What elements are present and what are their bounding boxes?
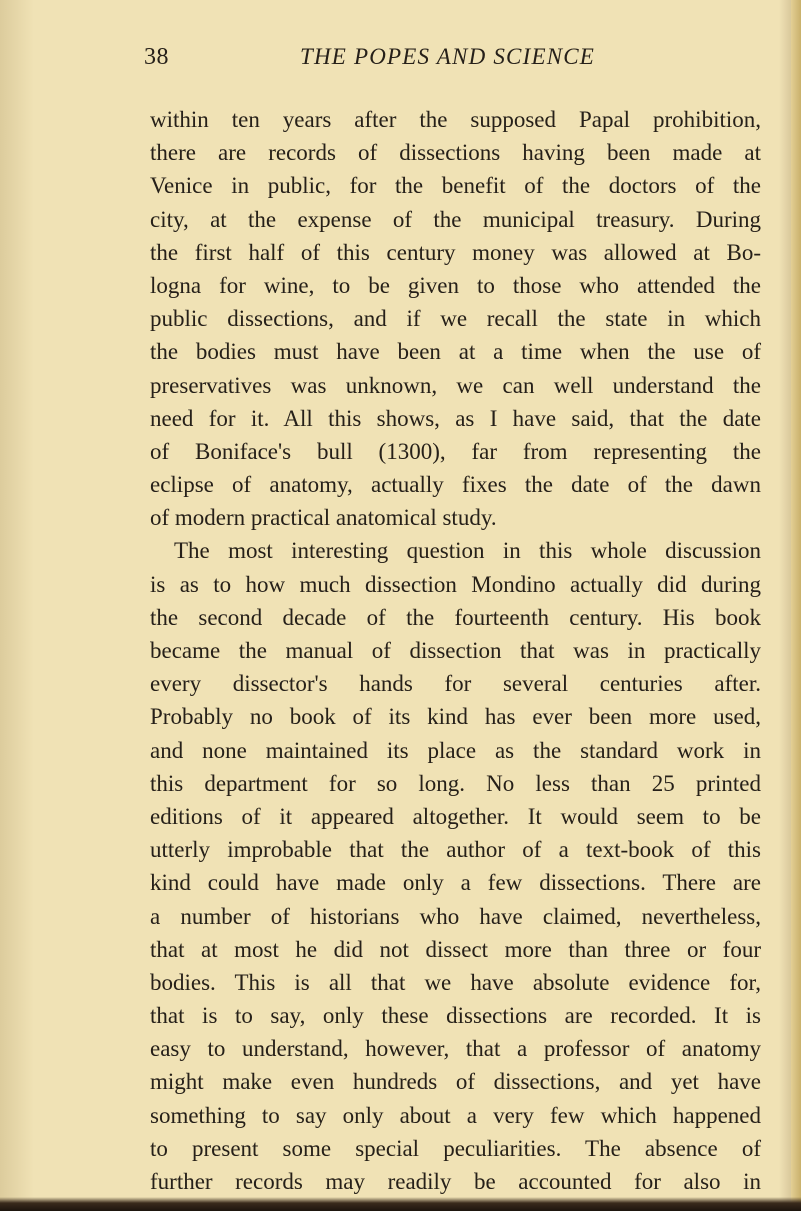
text-line: city, at the expense of the municipal treasury. During (150, 206, 761, 232)
text-line: utterly improbable that the author of a text-book of this (150, 837, 761, 863)
text-line: might make even hundreds of dissections, and yet have (150, 1069, 761, 1095)
text-line: the first half of this century money was allowed at Bo- (150, 239, 761, 265)
text-line: of Boniface's bull (1300), far from representing the (150, 438, 761, 464)
text-line: this department for so long. No less than 25 printed (150, 770, 761, 796)
text-line: the second decade of the fourteenth century. His book (150, 604, 761, 630)
running-title: THE POPES AND SCIENCE (300, 44, 596, 69)
text-line: public dissections, and if we recall the state in which (150, 306, 761, 332)
paragraph-end-line: of modern practical anatomical study. (150, 505, 497, 531)
text-line: logna for wine, to be given to those who attended the (150, 272, 761, 298)
text-line: within ten years after the supposed Papal prohibition, (150, 107, 761, 132)
text-line: further records may readily be accounted for also in (150, 1169, 761, 1194)
text-line: Probably no book of its kind has ever been more used, (150, 704, 761, 730)
text-line: bodies. This is all that we have absolute evidence for, (150, 969, 761, 995)
text-line: became the manual of dissection that was in practically (150, 638, 761, 663)
text-line: and none maintained its place as the standard work in (150, 737, 761, 763)
text-line: the bodies must have been at a time when the use of (150, 339, 761, 365)
text-line: eclipse of anatomy, actually fixes the date of the dawn (150, 472, 761, 498)
text-line: editions of it appeared altogether. It would seem to be (150, 803, 761, 829)
text-line: that is to say, only these dissections are recorded. It is (150, 1003, 761, 1029)
text-line: to present some special peculiarities. The absence of (150, 1135, 761, 1161)
text-line: need for it. All this shows, as I have said, that the date (150, 405, 761, 431)
text-line: Venice in public, for the benefit of the doctors of the (150, 173, 761, 199)
page-edge (791, 0, 801, 1211)
running-head (0, 44, 801, 78)
text-line: is as to how much dissection Mondino actually did during (150, 571, 761, 597)
text-line: preservatives was unknown, we can well understand the (150, 372, 761, 398)
text-line: that at most he did not dissect more than three or four (150, 936, 761, 962)
text-line: kind could have made only a few dissections. There are (150, 870, 761, 896)
page-bottom-shadow (0, 1197, 801, 1211)
text-line: there are records of dissections having been made at (150, 140, 761, 166)
paragraph-start-line: The most interesting question in this whole discussion (174, 538, 761, 564)
text-line: easy to understand, however, that a professor of anatomy (150, 1036, 761, 1062)
text-line: something to say only about a very few which happened (150, 1102, 761, 1128)
body-text (150, 103, 761, 1198)
text-line: every dissector's hands for several centuries after. (150, 671, 761, 697)
page-number: 38 (144, 44, 169, 70)
text-line: a number of historians who have claimed, nevertheless, (150, 903, 761, 929)
